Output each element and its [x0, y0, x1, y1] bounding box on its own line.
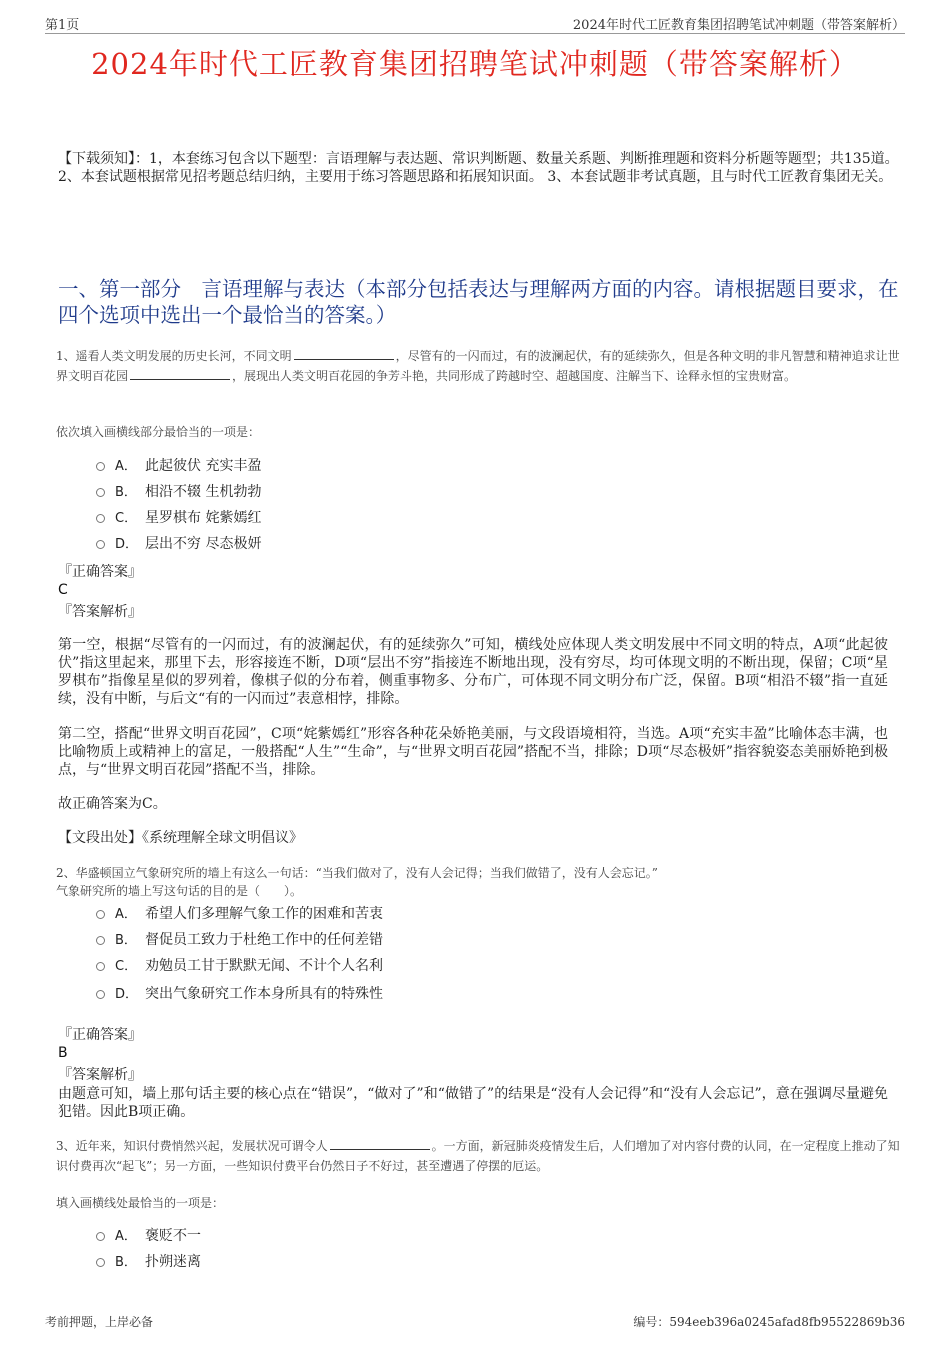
- option-letter: C．: [115, 959, 138, 974]
- option-text: 督促员工致力于杜绝工作中的任何差错: [145, 932, 383, 948]
- option-letter: A．: [115, 1229, 137, 1244]
- question-3-stem: [56, 1136, 902, 1176]
- radio-icon[interactable]: [96, 488, 105, 497]
- question-1-text-b: ，尽管有的一闪而过，有的波澜起伏，有的延续弥久，但是各种文明的非凡智慧和精神追求让世界文明百花园: [56, 349, 900, 383]
- option-letter: D．: [115, 987, 139, 1002]
- question-1-option-d[interactable]: [96, 534, 261, 554]
- question-3-text-a: 3、近年来，知识付费悄然兴起，发展状况可谓令人: [56, 1139, 328, 1153]
- question-1-option-b[interactable]: [96, 482, 261, 502]
- analysis-paragraph: 由题意可知，墙上那句话主要的核心点在“错误”，“做对了”和“做错了”的结果是“没有人会记得”和“没有人会忘记”，意在强调尽量避免犯错。因此B项正确。: [58, 1086, 888, 1120]
- option-text: 褒贬不一: [145, 1228, 201, 1244]
- correct-answer: C: [58, 582, 68, 598]
- footer-doc-id: 编号：594eeb396a0245afad8fb95522869b36: [633, 1315, 905, 1329]
- running-title: 2024年时代工匠教育集团招聘笔试冲刺题（带答案解析）: [572, 18, 905, 33]
- answer-label: 『正确答案』: [58, 1027, 142, 1043]
- option-letter: C．: [115, 511, 138, 526]
- radio-icon[interactable]: [96, 910, 105, 919]
- question-2-option-d[interactable]: [96, 984, 383, 1004]
- question-2-option-b[interactable]: [96, 930, 383, 950]
- passage-source: 【文段出处】《系统理解全球文明倡议》: [58, 830, 303, 846]
- option-letter: B．: [115, 933, 137, 948]
- radio-icon[interactable]: [96, 1258, 105, 1267]
- question-3-option-b[interactable]: [96, 1252, 201, 1272]
- fill-blank: [294, 347, 394, 360]
- analysis-paragraph-2: 第二空，搭配“世界文明百花园”，C项“姹紫嫣红”形容各种花朵娇艳美丽，与文段语境相符，当选。A项“充实丰盈”比喻体态丰满，也比喻物质上或精神上的富足，一般搭配“人生”“生命”，与“世界文明百花园”搭配不当，排除；D项“尽态极妍”指容貌姿态美丽娇艳到极点，与“世界文明百花园”搭配不当，排除。: [58, 726, 888, 778]
- question-1-option-c[interactable]: [96, 508, 261, 528]
- option-text: 层出不穷 尽态极妍: [145, 536, 262, 552]
- question-1-text-a: 1、遥看人类文明发展的历史长河，不同文明: [56, 349, 292, 363]
- footer-slogan: 考前押题，上岸必备: [45, 1315, 154, 1329]
- option-letter: A．: [115, 459, 137, 474]
- analysis-paragraph-1: 第一空，根据“尽管有的一闪而过，有的波澜起伏，有的延续弥久”可知，横线处应体现人类文明发展中不同文明的特点，A项“此起彼伏”指这里起来，那里下去，形容接连不断，D项“层出不穷”指接连不断地出现，没有穷尽，均可体现文明的不断出现，保留；C项“星罗棋布”指像星星似的罗列着，像棋子似的分布着，侧重事物多、分布广，可体现不同文明分布广泛，保留。B项“相沿不辍”指一直延续，没有中断，与后文“有的一闪而过”表意相悖，排除。: [58, 637, 888, 707]
- section-heading: 一、第一部分 言语理解与表达（本部分包括表达与理解两方面的内容。请根据题目要求，在四个选项中选出一个最恰当的答案。）: [58, 277, 899, 327]
- option-text: 此起彼伏 充实丰盈: [145, 458, 262, 474]
- fill-blank: [330, 1137, 430, 1150]
- option-text: 突出气象研究工作本身所具有的特殊性: [145, 986, 383, 1002]
- option-text: 希望人们多理解气象工作的困难和苦衷: [145, 906, 383, 922]
- analysis-conclusion: 故正确答案为C。: [58, 796, 167, 812]
- option-letter: D．: [115, 537, 139, 552]
- download-notice: 【下载须知】：1，本套练习包含以下题型：言语理解与表达题、常识判断题、数量关系题、判断推理题和资料分析题等题型；共135道。 2、本套试题根据常见招考题总结归纳，主要用于练习答题思路和拓展知识面。 3、本套试题非考试真题，且与时代工匠教育集团无关。: [58, 151, 899, 185]
- question-3-prompt: 填入画横线处最恰当的一项是：: [56, 1196, 225, 1210]
- option-text: 相沿不辍 生机勃勃: [145, 484, 262, 500]
- question-1-prompt: 依次填入画横线部分最恰当的一项是：: [56, 425, 261, 439]
- analysis-label: 『答案解析』: [58, 604, 142, 620]
- answer-label: 『正确答案』: [58, 564, 142, 580]
- correct-answer: B: [58, 1045, 68, 1061]
- fill-blank: [130, 367, 230, 380]
- option-letter: B．: [115, 1255, 137, 1270]
- option-letter: A．: [115, 907, 137, 922]
- question-2-option-c[interactable]: [96, 956, 383, 976]
- radio-icon[interactable]: [96, 962, 105, 971]
- radio-icon[interactable]: [96, 540, 105, 549]
- radio-icon[interactable]: [96, 1232, 105, 1241]
- header-divider: [45, 33, 905, 34]
- radio-icon[interactable]: [96, 990, 105, 999]
- question-3-text-b: 。一方面，新冠肺炎疫情发生后，人们增加了对内容付费的认同，在一定程度上推动了知识付费再次“起飞”；另一方面，一些知识付费平台仍然日子不好过，甚至遭遇了停摆的厄运。: [56, 1139, 900, 1173]
- option-letter: B．: [115, 485, 137, 500]
- option-text: 星罗棋布 姹紫嫣红: [145, 510, 262, 526]
- question-1-stem: [56, 346, 902, 386]
- question-2-stem: 2、华盛顿国立气象研究所的墙上有这么一句话：“当我们做对了，没有人会记得；当我们做错了，没有人会忘记。”: [56, 866, 658, 880]
- page-number: 第1页: [45, 18, 80, 33]
- radio-icon[interactable]: [96, 462, 105, 471]
- analysis-label: 『答案解析』: [58, 1067, 142, 1083]
- question-3-option-a[interactable]: [96, 1226, 201, 1246]
- radio-icon[interactable]: [96, 514, 105, 523]
- question-1-option-a[interactable]: [96, 456, 261, 476]
- question-2-option-a[interactable]: [96, 904, 383, 924]
- option-text: 扑朔迷离: [145, 1254, 201, 1270]
- radio-icon[interactable]: [96, 936, 105, 945]
- option-text: 劝勉员工甘于默默无闻、不计个人名利: [145, 958, 383, 974]
- page-title: 2024年时代工匠教育集团招聘笔试冲刺题（带答案解析）: [91, 47, 859, 81]
- question-1-text-c: ，展现出人类文明百花园的争芳斗艳，共同形成了跨越时空、超越国度、注解当下、诠释永恒的宝贵财富。: [232, 369, 797, 383]
- question-2-prompt: 气象研究所的墙上写这句话的目的是（ ）。: [56, 884, 303, 898]
